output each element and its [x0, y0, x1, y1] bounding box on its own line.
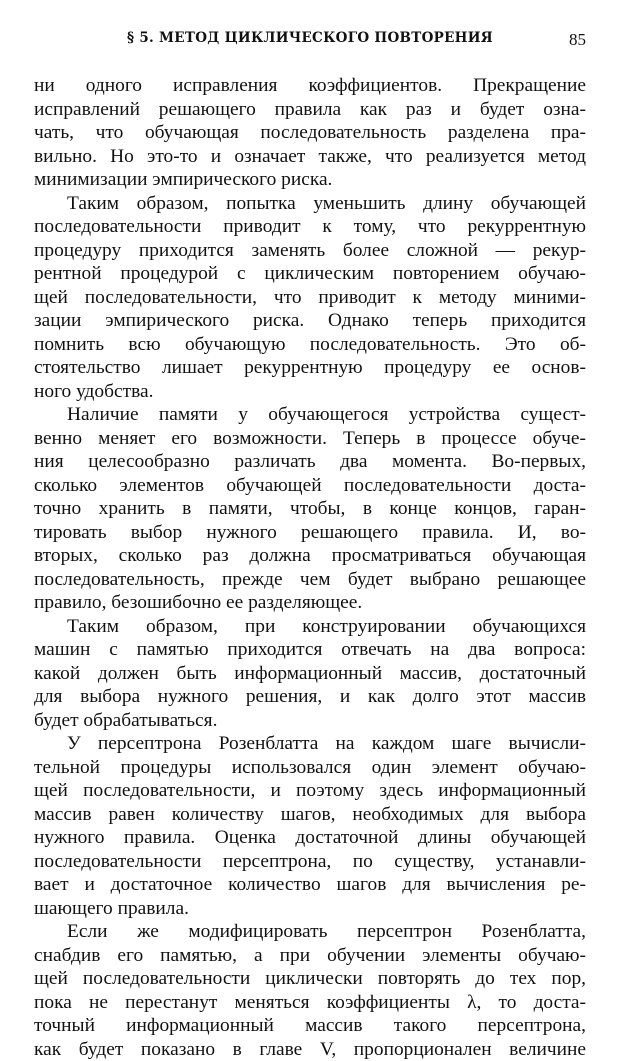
text-line: Наличие памяти у обучающегося устройства сущест-: [34, 403, 586, 427]
text-line: точно хранить в памяти, чтобы, в конце концов, гаран-: [34, 497, 586, 521]
section-title: § 5. МЕТОД ЦИКЛИЧЕСКОГО ПОВТОРЕНИЯ: [0, 30, 620, 46]
text-line: нужного правила. Оценка достаточной длины обучающей: [34, 826, 586, 850]
text-line: щей последовательности, что приводит к методу миними-: [34, 286, 586, 310]
text-line: точный информационный массив такого персептрона,: [34, 1014, 586, 1038]
text-line: вильно. Но это-то и означает также, что реализуется метод: [34, 145, 586, 169]
text-line: вает и достаточное количество шагов для вычисления ре-: [34, 873, 586, 897]
text-line: какой должен быть информационный массив, достаточный: [34, 662, 586, 686]
page-number: 85: [569, 30, 586, 50]
text-line: чать, что обучающая последовательность разделена пра-: [34, 121, 586, 145]
text-line: венно меняет его возможности. Теперь в процессе обуче-: [34, 427, 586, 451]
body-text: [34, 74, 586, 1061]
text-line: машин с памятью приходится отвечать на два вопроса:: [34, 638, 586, 662]
text-line: последовательности персептрона, по существу, устанавли-: [34, 850, 586, 874]
running-header: [0, 30, 620, 54]
text-line: щей последовательности, и поэтому здесь информационный: [34, 779, 586, 803]
text-line: исправлений решающего правила как раз и будет озна-: [34, 98, 586, 122]
text-line: последовательности приводит к тому, что рекуррентную: [34, 215, 586, 239]
text-line: последовательность, прежде чем будет выбрано решающее: [34, 568, 586, 592]
text-line: снабдив его памятью, а при обучении элементы обучаю-: [34, 944, 586, 968]
text-line: тировать выбор нужного решающего правила. И, во-: [34, 521, 586, 545]
text-line: рентной процедурой с циклическим повторением обучаю-: [34, 262, 586, 286]
text-line: будет обрабатываться.: [34, 709, 586, 733]
text-line: зации эмпирического риска. Однако теперь приходится: [34, 309, 586, 333]
text-line: Если же модифицировать персептрон Розенблатта,: [34, 920, 586, 944]
text-line: ни одного исправления коэффициентов. Прекращение: [34, 74, 586, 98]
text-line: ния целесообразно различать два момента. Во-первых,: [34, 450, 586, 474]
text-line: процедуру приходится заменять более сложной — рекур-: [34, 239, 586, 263]
text-line: пока не перестанут меняться коэффициенты λ, то доста-: [34, 991, 586, 1015]
text-line: вторых, сколько раз должна просматриваться обучающая: [34, 544, 586, 568]
text-line: Таким образом, попытка уменьшить длину обучающей: [34, 192, 586, 216]
text-line: стоятельство лишает рекуррентную процедуру ее основ-: [34, 356, 586, 380]
text-line: правило, безошибочно ее разделяющее.: [34, 591, 586, 615]
text-line: шающего правила.: [34, 897, 586, 921]
text-line: для выбора нужного решения, и как долго этот массив: [34, 685, 586, 709]
text-line: помнить всю обучающую последовательность. Это об-: [34, 333, 586, 357]
text-line: Таким образом, при конструировании обучающихся: [34, 615, 586, 639]
text-line: ного удобства.: [34, 380, 586, 404]
text-line: массив равен количеству шагов, необходимых для выбора: [34, 803, 586, 827]
text-line: сколько элементов обучающей последовательности доста-: [34, 474, 586, 498]
text-line: тельной процедуры использовался один элемент обучаю-: [34, 756, 586, 780]
text-line: минимизации эмпирического риска.: [34, 168, 586, 192]
text-line: У персептрона Розенблатта на каждом шаге вычисли-: [34, 732, 586, 756]
text-line: щей последовательности циклически повторять до тех пор,: [34, 967, 586, 991]
text-line: как будет показано в главе V, пропорционален величине: [34, 1038, 586, 1061]
